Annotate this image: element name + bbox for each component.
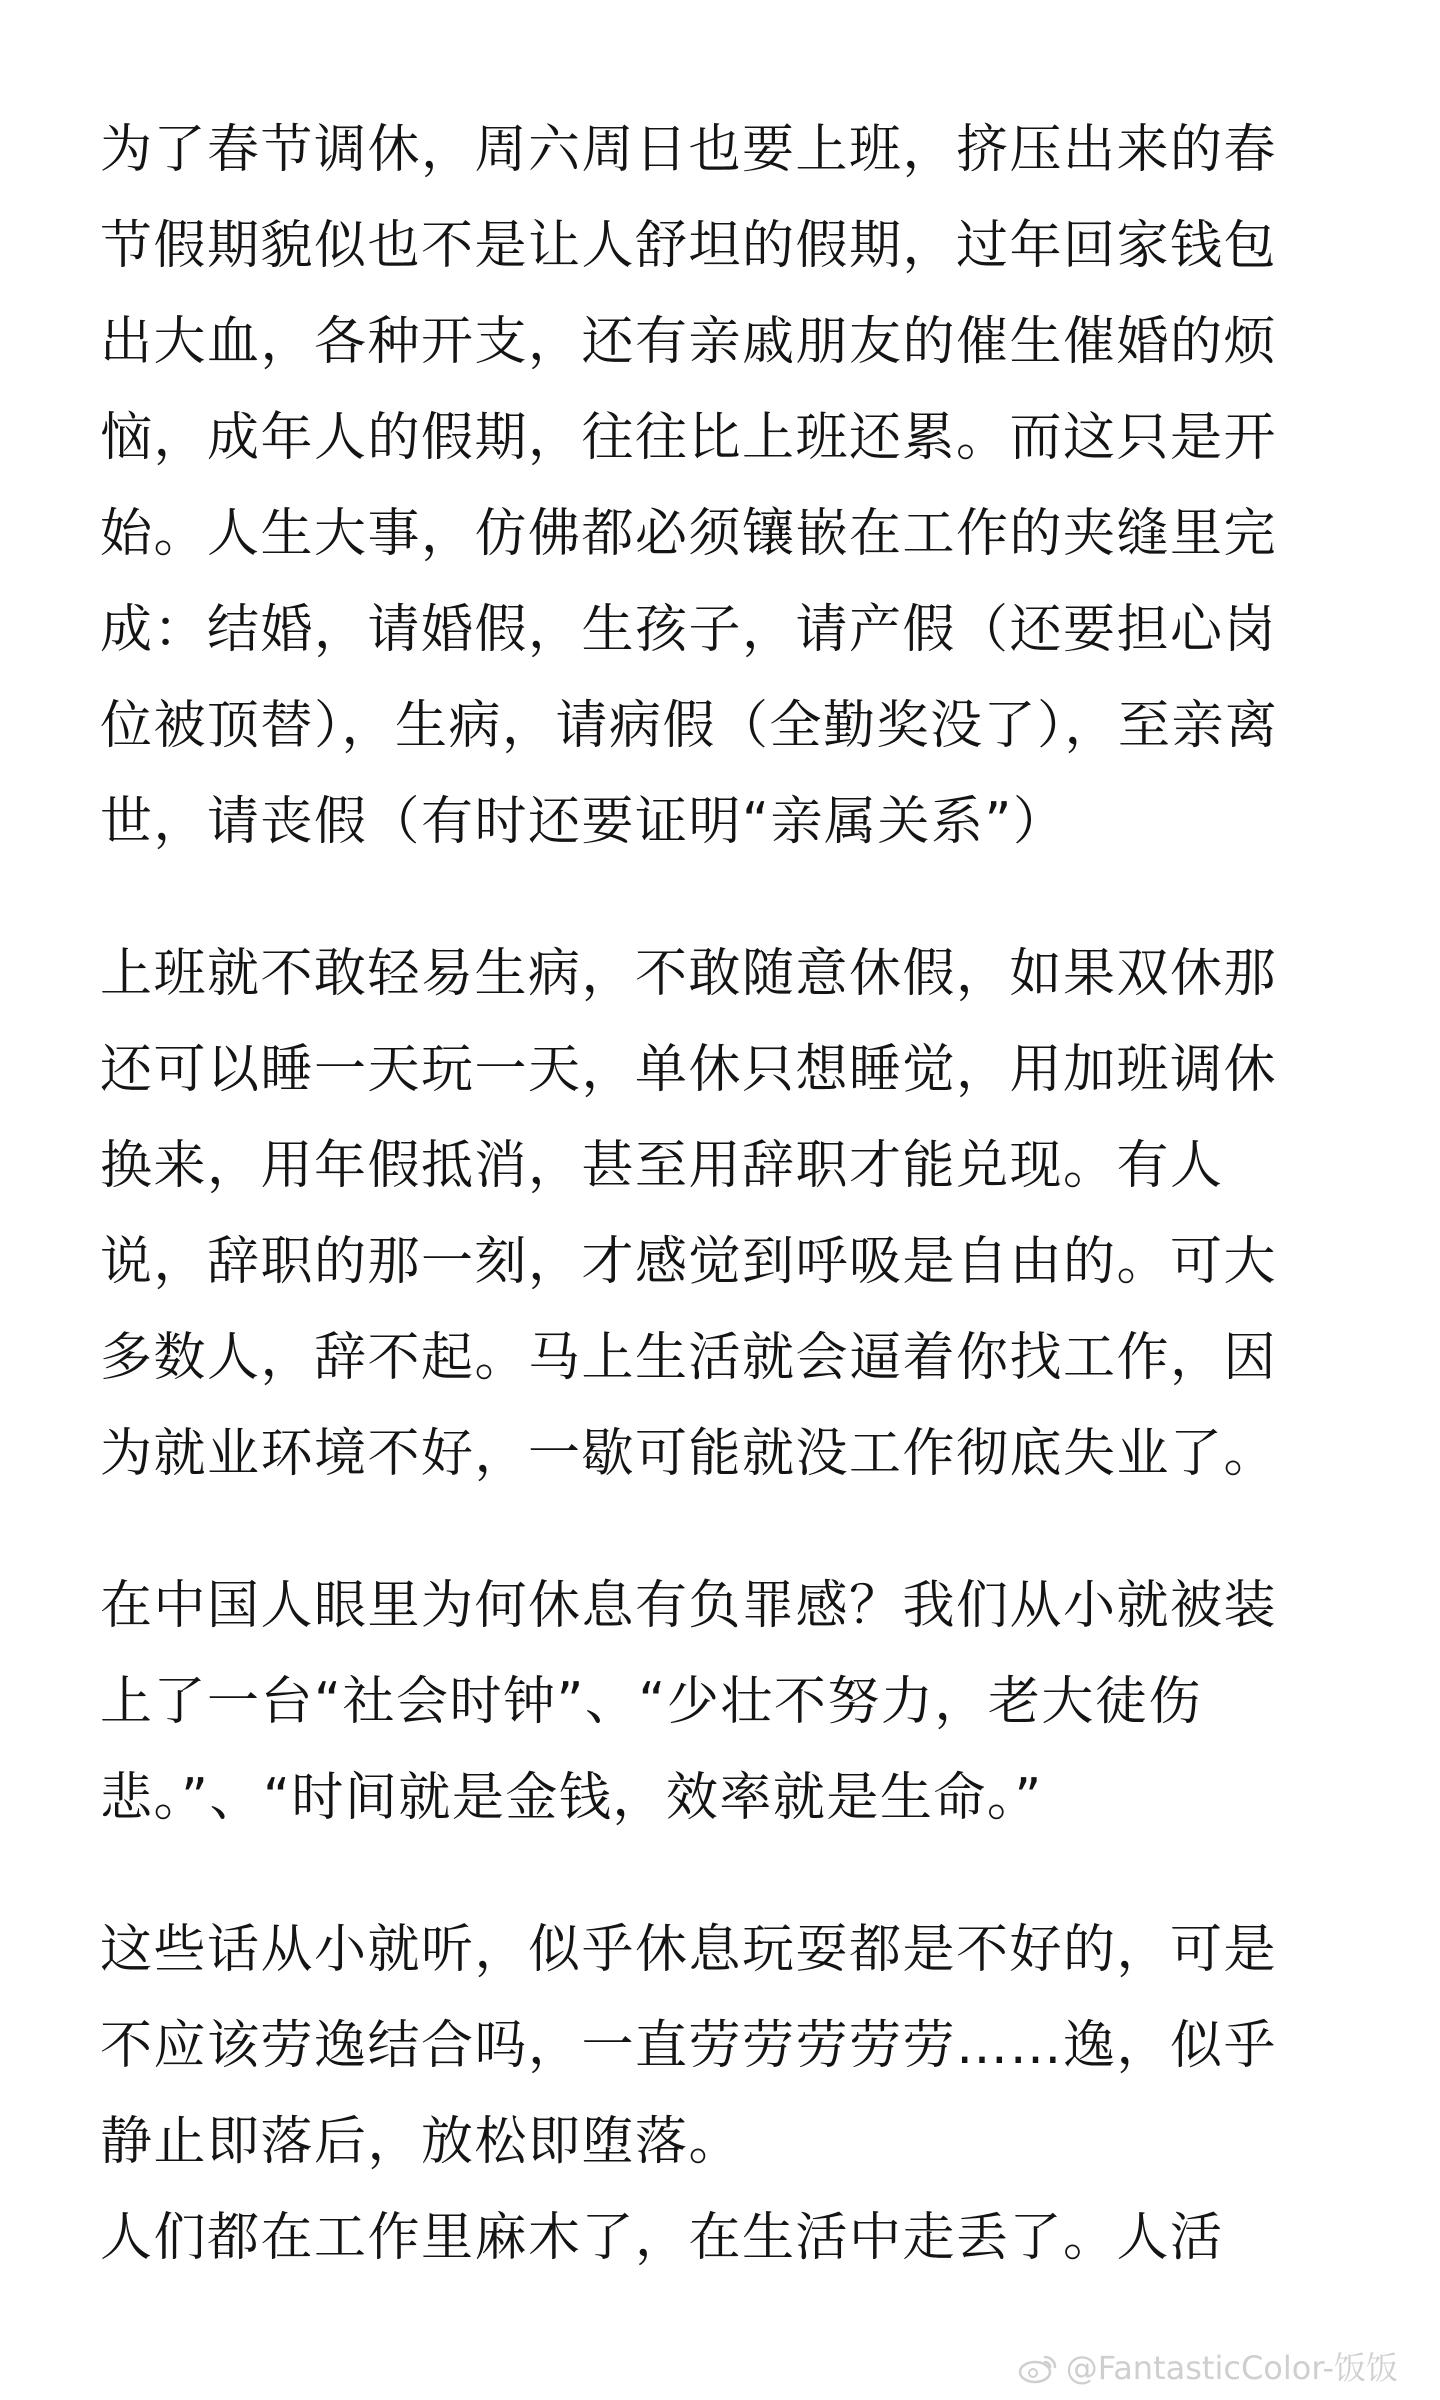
- text-line: 人们都在工作里麻木了，在生活中走丢了。人活: [100, 2208, 1224, 2268]
- text-line: 节假期貌似也不是让人舒坦的假期，过年回家钱包: [100, 216, 1278, 276]
- text-line: 恼，成年人的假期，往往比上班还累。而这只是开: [100, 408, 1278, 468]
- weibo-logo-icon: [1018, 2352, 1058, 2384]
- text-line: 为就业环境不好，一歇可能就没工作彻底失业了。: [100, 1424, 1278, 1484]
- text-line: 不应该劳逸结合吗，一直劳劳劳劳劳……逸，似乎: [100, 2016, 1278, 2076]
- text-line: 上了一台“社会时钟”、“少壮不努力，老大徒伤: [100, 1672, 1202, 1732]
- text-line: 成：结婚，请婚假，生孩子，请产假（还要担心岗: [100, 600, 1278, 660]
- text-line: 为了春节调休，周六周日也要上班，挤压出来的春: [100, 120, 1278, 180]
- watermark-text: @FantasticColor-饭饭: [1065, 2349, 1398, 2387]
- text-line: 位被顶替），生病，请病假（全勤奖没了），至亲离: [100, 696, 1279, 756]
- text-line: 换来，用年假抵消，甚至用辞职才能兑现。有人: [100, 1136, 1224, 1196]
- text-line: 静止即落后，放松即堕落。: [100, 2112, 743, 2172]
- text-line: 出大血，各种开支，还有亲戚朋友的催生催婚的烦: [100, 312, 1278, 372]
- text-line: 还可以睡一天玩一天，单休只想睡觉，用加班调休: [100, 1040, 1278, 1100]
- text-line: 上班就不敢轻易生病，不敢随意休假，如果双休那: [100, 944, 1278, 1004]
- text-line: 这些话从小就听，似乎休息玩耍都是不好的，可是: [100, 1920, 1278, 1980]
- text-line: 始。人生大事，仿佛都必须镶嵌在工作的夹缝里完: [100, 504, 1278, 564]
- weibo-watermark: [1018, 2349, 1398, 2387]
- text-line: 多数人，辞不起。马上生活就会逼着你找工作，因: [100, 1328, 1278, 1388]
- text-line: 世，请丧假（有时还要证明“亲属关系”）: [100, 792, 1067, 852]
- text-line: 悲。”、“时间就是金钱，效率就是生命。”: [100, 1768, 1043, 1828]
- text-line: 在中国人眼里为何休息有负罪感？我们从小就被装: [100, 1576, 1278, 1636]
- text-line: 说，辞职的那一刻，才感觉到呼吸是自由的。可大: [100, 1232, 1278, 1292]
